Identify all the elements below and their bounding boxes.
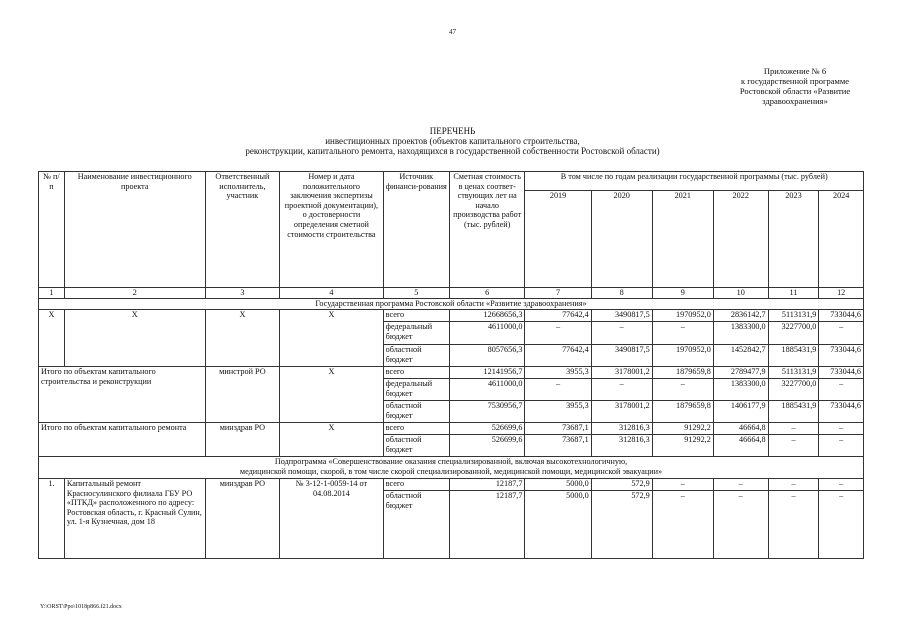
column-number: 8	[591, 288, 652, 299]
cell-value: –	[819, 379, 864, 401]
cell-value: 5113131,9	[768, 367, 819, 379]
heading-line: инвестиционных проектов (объектов капитального строительства,	[325, 136, 580, 146]
cell-value: 3178001,2	[591, 367, 652, 379]
column-number: 3	[205, 288, 280, 299]
header-name: Наименование инвестиционного проекта	[64, 172, 205, 288]
cell-source: областной бюджет	[383, 401, 449, 423]
cell-value: –	[591, 322, 652, 345]
cell-value: 4611000,0	[449, 322, 525, 345]
cell-value: 526699,6	[449, 435, 525, 457]
cell-value: 5000,0	[525, 479, 591, 491]
cell-value: 5113131,9	[768, 310, 819, 322]
appendix-line: здравоохранения»	[762, 96, 828, 106]
appendix-line: к государственной программе	[740, 76, 850, 86]
column-number: 6	[449, 288, 525, 299]
cell-value: 1885431,9	[768, 345, 819, 367]
cell-value: 77642,4	[525, 345, 591, 367]
cell-source: областной бюджет	[383, 435, 449, 457]
header-expertise: Номер и дата положительного заключения экспертизы проектной документации), о достоверности определения сметной стоимости строительства	[280, 172, 384, 288]
cell-value: 46664,8	[713, 435, 768, 457]
heading-title: ПЕРЕЧЕНЬ	[429, 126, 476, 136]
cell-expertise: Х	[280, 423, 384, 457]
column-number: 5	[383, 288, 449, 299]
cell-name: Капитальный ремонт Красносулинского филиала ГБУ РО «ПТКД» расположенного по адресу: Ростовская область, г. Красный Сулин, ул. 1-я Кузнечная, дом 18	[64, 479, 205, 559]
column-number: 10	[713, 288, 768, 299]
header-years-group: В том числе по годам реализации государственной программы (тыс. рублей)	[525, 172, 864, 191]
cell-value: 733044,6	[819, 367, 864, 379]
cell-value: 312816,3	[591, 435, 652, 457]
appendix-note	[700, 66, 890, 106]
cell-value: 1885431,9	[768, 401, 819, 423]
cell-value: 1879659,8	[652, 367, 713, 379]
cell-value: 1406177,9	[713, 401, 768, 423]
cell-value: 2789477,9	[713, 367, 768, 379]
cell-value: 1970952,0	[652, 310, 713, 322]
cell-value: 3227700,0	[768, 322, 819, 345]
cell-value: 733044,6	[819, 345, 864, 367]
cell-value: –	[525, 379, 591, 401]
cell-expertise: № 3-12-1-0059-14 от 04.08.2014	[280, 479, 384, 559]
cell-name: Итого по объектам капитального ремонта	[39, 423, 206, 457]
cell-value: 3955,3	[525, 367, 591, 379]
cell-value: –	[819, 491, 864, 559]
column-number: 12	[819, 288, 864, 299]
header-year: 2019	[525, 191, 591, 288]
cell-expertise: Х	[280, 310, 384, 367]
cell-value: 572,9	[591, 491, 652, 559]
cell-value: 3178001,2	[591, 401, 652, 423]
table-row	[39, 423, 864, 435]
column-number: 9	[652, 288, 713, 299]
cell-value: 2836142,7	[713, 310, 768, 322]
cell-value: –	[652, 491, 713, 559]
cell-source: областной бюджет	[383, 491, 449, 559]
cell-value: –	[819, 479, 864, 491]
cell-value: 572,9	[591, 479, 652, 491]
cell-value: 3490817,5	[591, 310, 652, 322]
cell-value: 312816,3	[591, 423, 652, 435]
column-numbers-row	[39, 288, 864, 299]
cell-value: 3490817,5	[591, 345, 652, 367]
document-heading	[0, 126, 905, 156]
cell-source: федеральный бюджет	[383, 379, 449, 401]
table-row	[39, 367, 864, 379]
cell-value: 12187,7	[449, 479, 525, 491]
cell-value: 77642,4	[525, 310, 591, 322]
cell-value: 8057656,3	[449, 345, 525, 367]
cell-value: 91292,2	[652, 423, 713, 435]
cell-value: –	[652, 379, 713, 401]
cell-value: 73687,1	[525, 423, 591, 435]
subprogram-title-line: Подпрограмма «Совершенствование оказания специализированной, включая высокотехнологичную,	[274, 457, 628, 466]
cell-value: 12668656,3	[449, 310, 525, 322]
cell-value: –	[768, 423, 819, 435]
cell-value: –	[713, 491, 768, 559]
investment-projects-table	[38, 171, 864, 559]
cell-value: –	[525, 322, 591, 345]
subprogram-title	[39, 457, 864, 479]
cell-source: федеральный бюджет	[383, 322, 449, 345]
header-cost: Сметная стоимость в ценах соответ-ствующих лет на начало производства работ (тыс. рублей)	[449, 172, 525, 288]
cell-value: 1383300,0	[713, 322, 768, 345]
column-number: 1	[39, 288, 65, 299]
cell-name: Х	[64, 310, 205, 367]
cell-value: 733044,6	[819, 401, 864, 423]
column-number: 4	[280, 288, 384, 299]
page-number: 47	[449, 28, 456, 36]
header-num: № п/п	[39, 172, 65, 288]
cell-value: 12187,7	[449, 491, 525, 559]
cell-value: –	[652, 479, 713, 491]
header-year: 2021	[652, 191, 713, 288]
cell-responsible: минздрав РО	[205, 423, 280, 457]
cell-value: 3227700,0	[768, 379, 819, 401]
header-responsible: Ответственный исполнитель, участник	[205, 172, 280, 288]
cell-value: 7530956,7	[449, 401, 525, 423]
header-year: 2024	[819, 191, 864, 288]
cell-value: –	[713, 479, 768, 491]
cell-value: 91292,2	[652, 435, 713, 457]
cell-num: 1.	[39, 479, 65, 559]
cell-value: 4611000,0	[449, 379, 525, 401]
cell-value: –	[768, 491, 819, 559]
cell-source: всего	[383, 310, 449, 322]
cell-name: Итого по объектам капитального строительства и реконструкции	[39, 367, 206, 423]
file-path-footer: Y:\ORST\Ppo\1018p866.f21.docx	[40, 604, 122, 610]
table-row	[39, 310, 864, 322]
column-number: 7	[525, 288, 591, 299]
cell-value: 1879659,8	[652, 401, 713, 423]
cell-value: 1452842,7	[713, 345, 768, 367]
cell-responsible: минздрав РО	[205, 479, 280, 559]
cell-source: всего	[383, 367, 449, 379]
cell-value: 3955,3	[525, 401, 591, 423]
program-title: Государственная программа Ростовской области «Развитие здравоохранения»	[39, 299, 864, 310]
cell-value: –	[591, 379, 652, 401]
cell-value: –	[652, 322, 713, 345]
header-year: 2022	[713, 191, 768, 288]
cell-expertise: Х	[280, 367, 384, 423]
cell-value: 1970952,0	[652, 345, 713, 367]
column-number: 11	[768, 288, 819, 299]
cell-value: –	[819, 322, 864, 345]
cell-value: 46664,8	[713, 423, 768, 435]
appendix-line: Приложение № 6	[763, 66, 827, 76]
cell-value: –	[819, 423, 864, 435]
cell-value: –	[819, 435, 864, 457]
header-year: 2020	[591, 191, 652, 288]
cell-responsible: Х	[205, 310, 280, 367]
table-row	[39, 479, 864, 491]
cell-responsible: минстрой РО	[205, 367, 280, 423]
cell-num: Х	[39, 310, 65, 367]
heading-line: реконструкции, капитального ремонта, находящихся в государственной собственности Ростовской области)	[245, 146, 660, 156]
header-year: 2023	[768, 191, 819, 288]
cell-source: областной бюджет	[383, 345, 449, 367]
cell-value: 526699,6	[449, 423, 525, 435]
cell-value: 1383300,0	[713, 379, 768, 401]
column-number: 2	[64, 288, 205, 299]
header-source: Источник финанси-рования	[383, 172, 449, 288]
cell-source: всего	[383, 423, 449, 435]
cell-source: всего	[383, 479, 449, 491]
cell-value: 5000,0	[525, 491, 591, 559]
appendix-line: Ростовской области «Развитие	[739, 86, 851, 96]
cell-value: 12141956,7	[449, 367, 525, 379]
subprogram-title-line: медицинской помощи, скорой, в том числе скорой специализированной, медицинской помощи, медицинской эвакуации»	[239, 466, 663, 476]
cell-value: –	[768, 435, 819, 457]
cell-value: 73687,1	[525, 435, 591, 457]
cell-value: –	[768, 479, 819, 491]
cell-value: 733044,6	[819, 310, 864, 322]
